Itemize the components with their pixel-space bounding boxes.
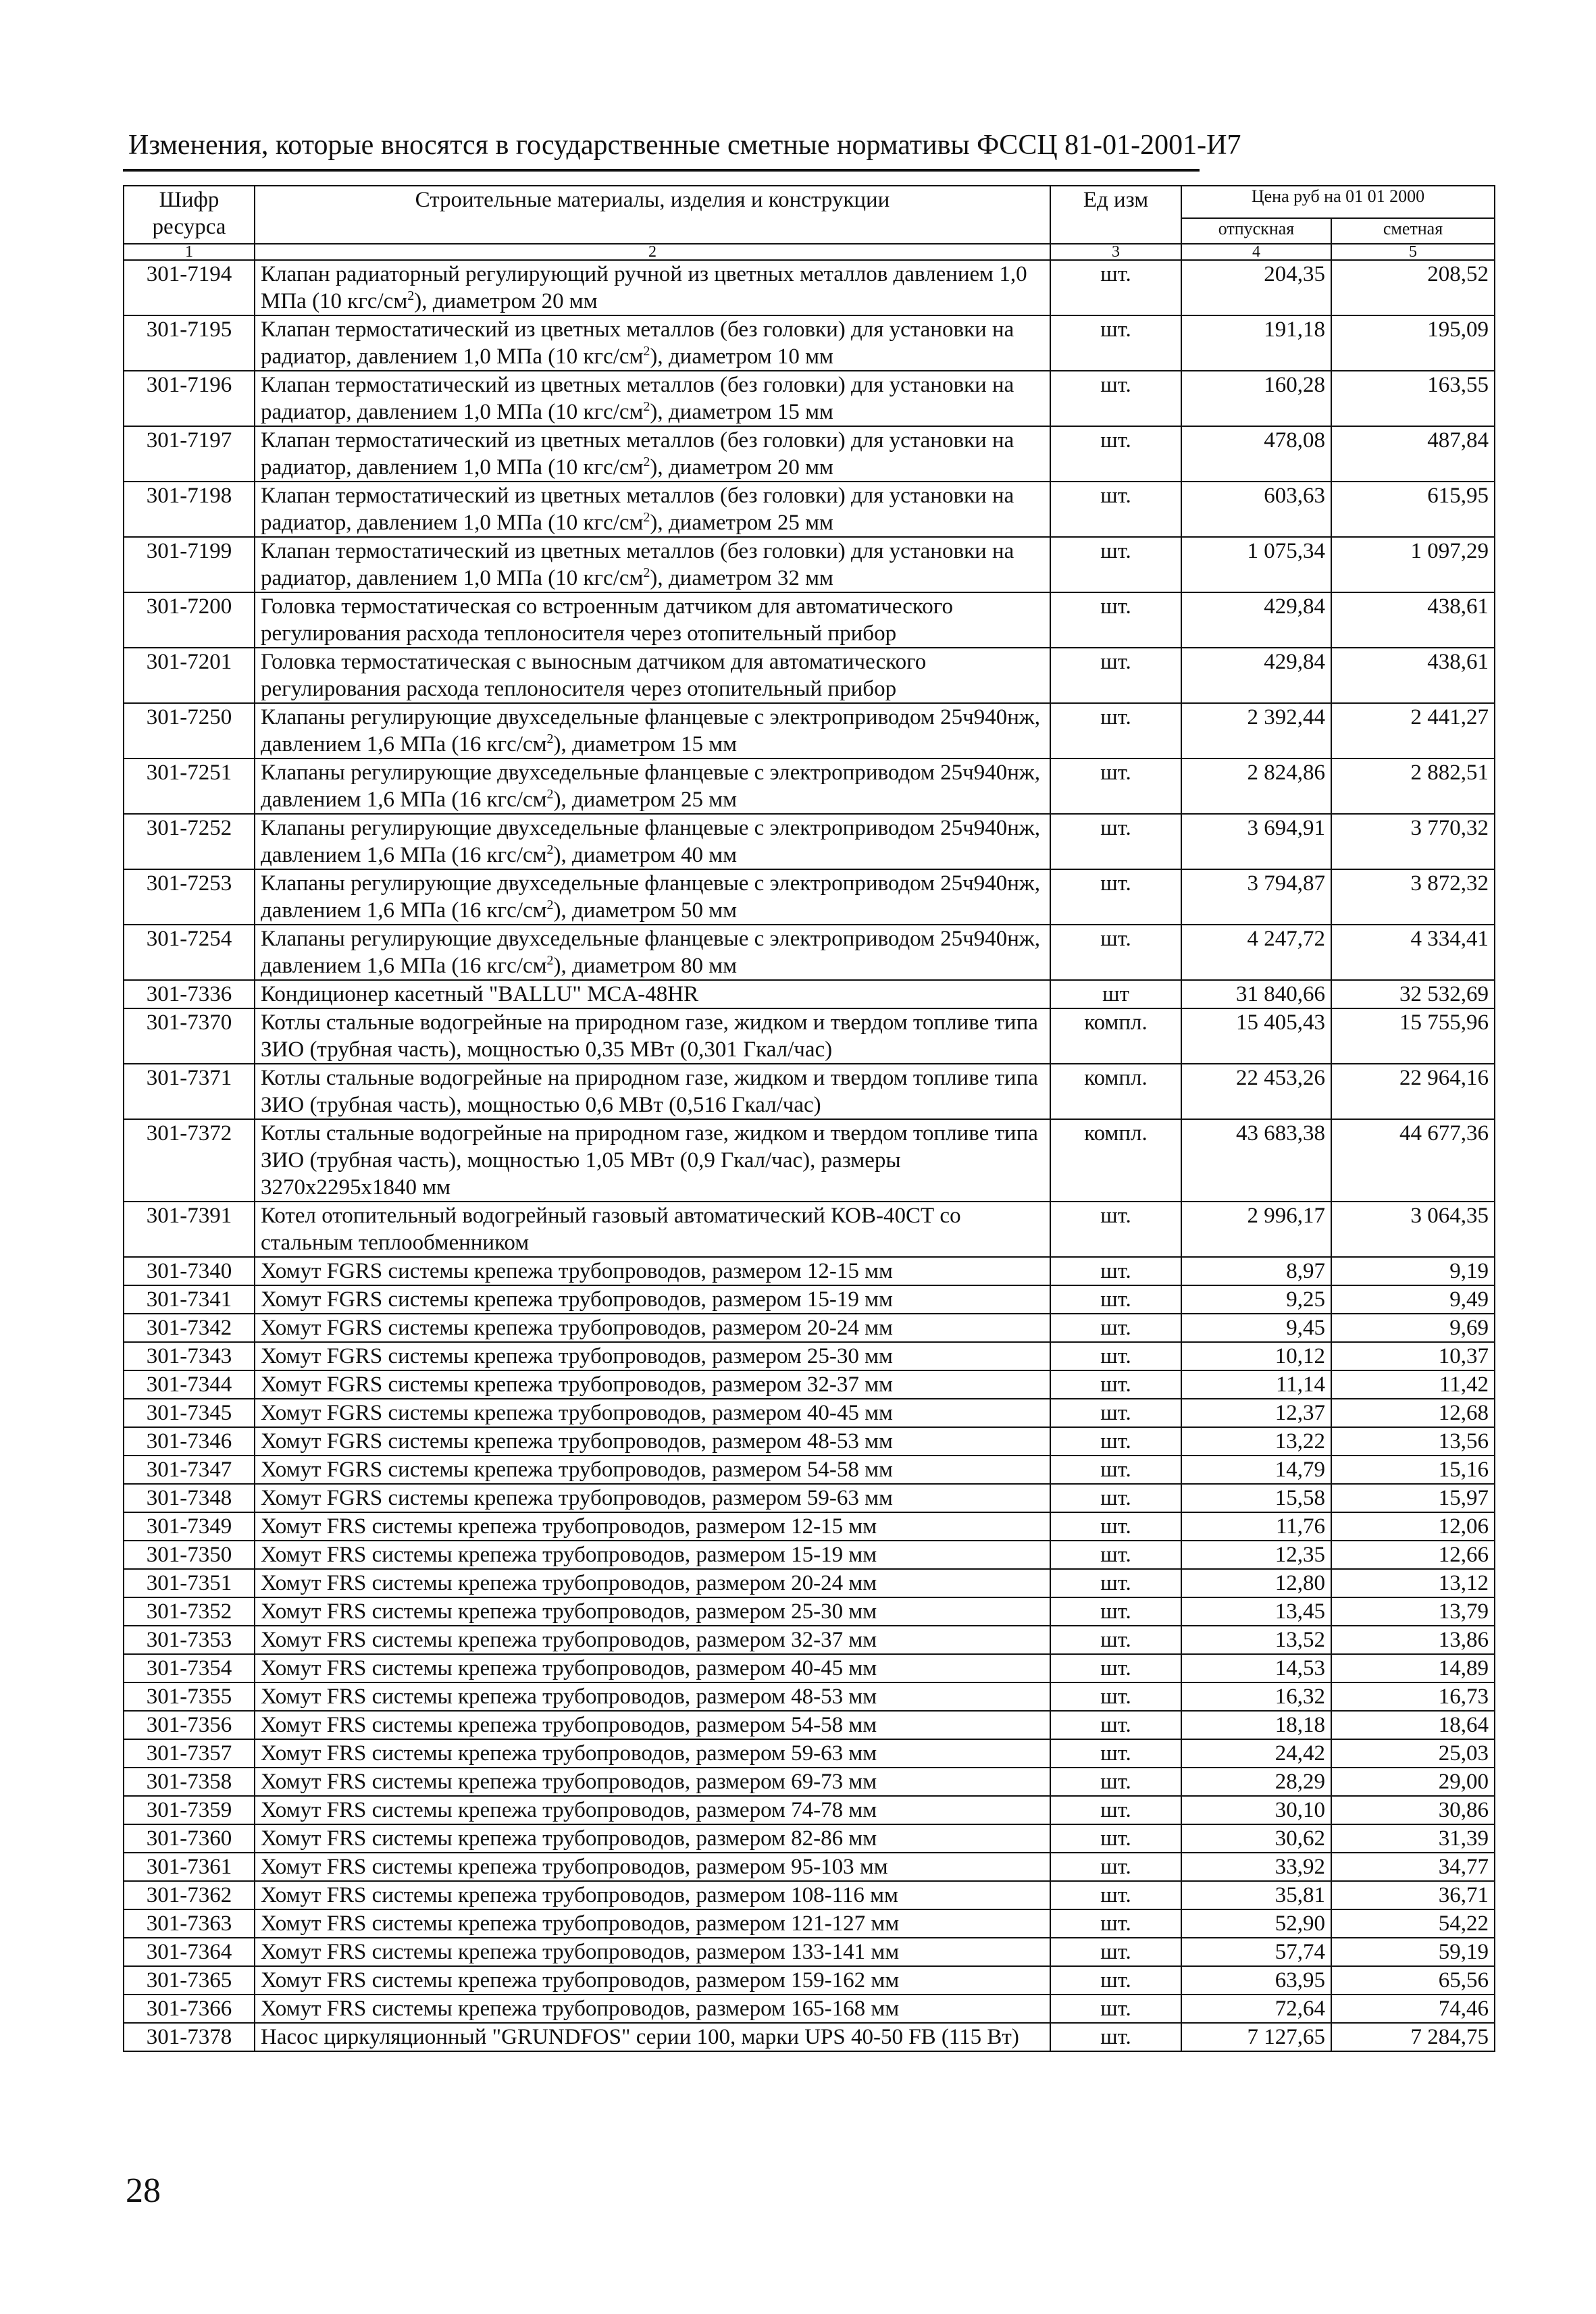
unit-of-measure: шт. xyxy=(1050,260,1181,315)
estimate-price: 9,49 xyxy=(1331,1285,1495,1314)
unit-of-measure: шт. xyxy=(1050,592,1181,648)
unit-of-measure: шт. xyxy=(1050,1285,1181,1314)
material-name: Головка термостатическая с выносным датчиком для автоматического регулирования расхода теплоносителя через отопительный прибор xyxy=(255,648,1050,703)
resource-code: 301-7345 xyxy=(124,1399,255,1427)
column-number: 5 xyxy=(1331,244,1495,260)
release-price: 24,42 xyxy=(1181,1739,1331,1768)
release-price: 603,63 xyxy=(1181,482,1331,537)
release-price: 4 247,72 xyxy=(1181,925,1331,980)
release-price: 7 127,65 xyxy=(1181,2023,1331,2051)
resource-code: 301-7251 xyxy=(124,759,255,814)
resource-code: 301-7366 xyxy=(124,1995,255,2023)
material-name: Хомут FRS системы крепежа трубопроводов, размером 20-24 мм xyxy=(255,1569,1050,1597)
resource-code: 301-7196 xyxy=(124,371,255,426)
release-price: 2 996,17 xyxy=(1181,1202,1331,1257)
table-row xyxy=(124,1654,1495,1682)
material-name: Хомут FRS системы крепежа трубопроводов, размером 25-30 мм xyxy=(255,1597,1050,1626)
table-row xyxy=(124,1202,1495,1257)
resource-code: 301-7363 xyxy=(124,1909,255,1938)
resource-code: 301-7362 xyxy=(124,1881,255,1909)
table-row xyxy=(124,869,1495,925)
table-row xyxy=(124,592,1495,648)
resource-code: 301-7371 xyxy=(124,1064,255,1119)
table-row xyxy=(124,1370,1495,1399)
estimate-price: 615,95 xyxy=(1331,482,1495,537)
material-name: Хомут FRS системы крепежа трубопроводов, размером 121-127 мм xyxy=(255,1909,1050,1938)
resource-code: 301-7354 xyxy=(124,1654,255,1682)
table-row xyxy=(124,703,1495,759)
estimate-price: 13,12 xyxy=(1331,1569,1495,1597)
unit-of-measure: шт. xyxy=(1050,1654,1181,1682)
page-header-title: Изменения, которые вносятся в государственные сметные нормативы ФССЦ 81-01-2001-И7 xyxy=(128,130,1241,161)
unit-of-measure: шт. xyxy=(1050,1966,1181,1995)
estimate-price: 30,86 xyxy=(1331,1796,1495,1824)
release-price: 43 683,38 xyxy=(1181,1119,1331,1202)
table-row xyxy=(124,1768,1495,1796)
material-name: Насос циркуляционный "GRUNDFOS" серии 100, марки UPS 40-50 FB (115 Вт) xyxy=(255,2023,1050,2051)
estimate-price: 15 755,96 xyxy=(1331,1008,1495,1064)
material-name: Хомут FGRS системы крепежа трубопроводов, размером 40-45 мм xyxy=(255,1399,1050,1427)
resource-code: 301-7194 xyxy=(124,260,255,315)
table-row xyxy=(124,1342,1495,1370)
estimate-price: 31,39 xyxy=(1331,1824,1495,1853)
estimate-price: 2 882,51 xyxy=(1331,759,1495,814)
material-name: Хомут FGRS системы крепежа трубопроводов, размером 59-63 мм xyxy=(255,1484,1050,1512)
release-price: 13,22 xyxy=(1181,1427,1331,1456)
material-name: Хомут FRS системы крепежа трубопроводов, размером 12-15 мм xyxy=(255,1512,1050,1541)
resource-code: 301-7195 xyxy=(124,315,255,371)
estimate-price: 438,61 xyxy=(1331,648,1495,703)
resource-code: 301-7343 xyxy=(124,1342,255,1370)
estimate-price: 29,00 xyxy=(1331,1768,1495,1796)
header-unit: Ед изм xyxy=(1050,186,1181,244)
release-price: 15,58 xyxy=(1181,1484,1331,1512)
resource-code: 301-7349 xyxy=(124,1512,255,1541)
material-name: Хомут FRS системы крепежа трубопроводов, размером 59-63 мм xyxy=(255,1739,1050,1768)
unit-of-measure: шт. xyxy=(1050,1796,1181,1824)
material-name: Хомут FRS системы крепежа трубопроводов, размером 40-45 мм xyxy=(255,1654,1050,1682)
table-row xyxy=(124,1257,1495,1285)
resource-code: 301-7197 xyxy=(124,426,255,482)
header-rule xyxy=(123,169,1200,172)
release-price: 72,64 xyxy=(1181,1995,1331,2023)
resource-code: 301-7342 xyxy=(124,1314,255,1342)
column-number: 3 xyxy=(1050,244,1181,260)
release-price: 30,62 xyxy=(1181,1824,1331,1853)
unit-of-measure: шт. xyxy=(1050,537,1181,592)
unit-of-measure: компл. xyxy=(1050,1064,1181,1119)
table-row xyxy=(124,1008,1495,1064)
estimate-price: 15,97 xyxy=(1331,1484,1495,1512)
table-row xyxy=(124,1796,1495,1824)
unit-of-measure: шт. xyxy=(1050,1456,1181,1484)
resource-code: 301-7365 xyxy=(124,1966,255,1995)
estimate-price: 65,56 xyxy=(1331,1966,1495,1995)
material-name: Головка термостатическая со встроенным датчиком для автоматического регулирования расхода теплоносителя через отопительный прибор xyxy=(255,592,1050,648)
unit-of-measure: шт. xyxy=(1050,371,1181,426)
column-number: 2 xyxy=(255,244,1050,260)
estimate-price: 11,42 xyxy=(1331,1370,1495,1399)
estimate-price: 13,86 xyxy=(1331,1626,1495,1654)
header-release-price: отпускная xyxy=(1181,218,1331,244)
material-name: Хомут FRS системы крепежа трубопроводов, размером 159-162 мм xyxy=(255,1966,1050,1995)
material-name: Котлы стальные водогрейные на природном газе, жидком и твердом топливе типа ЗИО (трубная часть), мощностью 0,35 МВт (0,301 Гкал/час) xyxy=(255,1008,1050,1064)
table-row xyxy=(124,814,1495,869)
material-name: Хомут FGRS системы крепежа трубопроводов, размером 20-24 мм xyxy=(255,1314,1050,1342)
resource-code: 301-7199 xyxy=(124,537,255,592)
table-row xyxy=(124,1739,1495,1768)
table-row xyxy=(124,1966,1495,1995)
release-price: 52,90 xyxy=(1181,1909,1331,1938)
table-row xyxy=(124,315,1495,371)
material-name: Хомут FRS системы крепежа трубопроводов, размером 133-141 мм xyxy=(255,1938,1050,1966)
resource-code: 301-7254 xyxy=(124,925,255,980)
column-number: 4 xyxy=(1181,244,1331,260)
estimate-price: 208,52 xyxy=(1331,260,1495,315)
estimate-price: 1 097,29 xyxy=(1331,537,1495,592)
table-row xyxy=(124,925,1495,980)
release-price: 63,95 xyxy=(1181,1966,1331,1995)
table-row xyxy=(124,1853,1495,1881)
resource-code: 301-7201 xyxy=(124,648,255,703)
release-price: 8,97 xyxy=(1181,1257,1331,1285)
header-price: Цена руб на 01 01 2000 xyxy=(1181,186,1495,218)
estimate-price: 3 872,32 xyxy=(1331,869,1495,925)
estimate-price: 195,09 xyxy=(1331,315,1495,371)
unit-of-measure: шт. xyxy=(1050,1938,1181,1966)
unit-of-measure: шт. xyxy=(1050,1739,1181,1768)
release-price: 14,53 xyxy=(1181,1654,1331,1682)
release-price: 160,28 xyxy=(1181,371,1331,426)
table-row xyxy=(124,1682,1495,1711)
release-price: 30,10 xyxy=(1181,1796,1331,1824)
table-row xyxy=(124,1597,1495,1626)
resource-code: 301-7200 xyxy=(124,592,255,648)
estimate-price: 25,03 xyxy=(1331,1739,1495,1768)
resource-code: 301-7346 xyxy=(124,1427,255,1456)
release-price: 2 824,86 xyxy=(1181,759,1331,814)
table-row xyxy=(124,1909,1495,1938)
unit-of-measure: шт. xyxy=(1050,2023,1181,2051)
resource-code: 301-7378 xyxy=(124,2023,255,2051)
release-price: 12,37 xyxy=(1181,1399,1331,1427)
table-row xyxy=(124,260,1495,315)
table-row xyxy=(124,1938,1495,1966)
estimate-price: 3 770,32 xyxy=(1331,814,1495,869)
release-price: 10,12 xyxy=(1181,1342,1331,1370)
unit-of-measure: шт. xyxy=(1050,1484,1181,1512)
table-row xyxy=(124,1569,1495,1597)
material-name: Клапан термостатический из цветных металлов (без головки) для установки на радиатор, давлением 1,0 МПа (10 кгс/$см^2$), диаметром 15 мм xyxy=(255,371,1050,426)
resource-code: 301-7352 xyxy=(124,1597,255,1626)
estimate-price: 12,66 xyxy=(1331,1541,1495,1569)
resource-code: 301-7340 xyxy=(124,1257,255,1285)
release-price: 9,25 xyxy=(1181,1285,1331,1314)
unit-of-measure: шт. xyxy=(1050,1682,1181,1711)
release-price: 13,45 xyxy=(1181,1597,1331,1626)
resource-code: 301-7250 xyxy=(124,703,255,759)
unit-of-measure: шт. xyxy=(1050,814,1181,869)
table-row xyxy=(124,1626,1495,1654)
release-price: 429,84 xyxy=(1181,648,1331,703)
unit-of-measure: шт. xyxy=(1050,869,1181,925)
page-number: 28 xyxy=(126,2171,161,2210)
release-price: 9,45 xyxy=(1181,1314,1331,1342)
table-row xyxy=(124,1399,1495,1427)
table-row xyxy=(124,1119,1495,1202)
material-name: Хомут FGRS системы крепежа трубопроводов, размером 32-37 мм xyxy=(255,1370,1050,1399)
release-price: 33,92 xyxy=(1181,1853,1331,1881)
table-row xyxy=(124,482,1495,537)
estimate-price: 9,69 xyxy=(1331,1314,1495,1342)
table-row xyxy=(124,1711,1495,1739)
unit-of-measure: шт. xyxy=(1050,703,1181,759)
release-price: 28,29 xyxy=(1181,1768,1331,1796)
resource-code: 301-7347 xyxy=(124,1456,255,1484)
resource-code: 301-7391 xyxy=(124,1202,255,1257)
material-name: Клапаны регулирующие двухседельные фланцевые с электроприводом 25ч940нж, давлением 1,6 МПа (16 кгс/$см^2$), диаметром 50 мм xyxy=(255,869,1050,925)
table-row xyxy=(124,1541,1495,1569)
material-name: Хомут FRS системы крепежа трубопроводов, размером 95-103 мм xyxy=(255,1853,1050,1881)
unit-of-measure: шт. xyxy=(1050,1768,1181,1796)
estimate-price: 9,19 xyxy=(1331,1257,1495,1285)
release-price: 204,35 xyxy=(1181,260,1331,315)
estimate-price: 15,16 xyxy=(1331,1456,1495,1484)
resource-code: 301-7356 xyxy=(124,1711,255,1739)
estimate-price: 18,64 xyxy=(1331,1711,1495,1739)
release-price: 35,81 xyxy=(1181,1881,1331,1909)
column-number-row xyxy=(124,244,1495,260)
unit-of-measure: шт. xyxy=(1050,1824,1181,1853)
estimate-price: 438,61 xyxy=(1331,592,1495,648)
resource-code: 301-7372 xyxy=(124,1119,255,1202)
release-price: 2 392,44 xyxy=(1181,703,1331,759)
unit-of-measure: шт. xyxy=(1050,1427,1181,1456)
estimate-price: 74,46 xyxy=(1331,1995,1495,2023)
estimate-price: 34,77 xyxy=(1331,1853,1495,1881)
material-name: Клапаны регулирующие двухседельные фланцевые с электроприводом 25ч940нж, давлением 1,6 МПа (16 кгс/$см^2$), диаметром 80 мм xyxy=(255,925,1050,980)
material-name: Хомут FGRS системы крепежа трубопроводов, размером 12-15 мм xyxy=(255,1257,1050,1285)
unit-of-measure: шт. xyxy=(1050,1569,1181,1597)
material-name: Клапан термостатический из цветных металлов (без головки) для установки на радиатор, давлением 1,0 МПа (10 кгс/$см^2$), диаметром 32 мм xyxy=(255,537,1050,592)
unit-of-measure: шт. xyxy=(1050,925,1181,980)
unit-of-measure: шт. xyxy=(1050,1626,1181,1654)
table-row xyxy=(124,1995,1495,2023)
table-row xyxy=(124,1314,1495,1342)
release-price: 12,35 xyxy=(1181,1541,1331,1569)
release-price: 16,32 xyxy=(1181,1682,1331,1711)
resource-code: 301-7341 xyxy=(124,1285,255,1314)
estimate-price: 12,68 xyxy=(1331,1399,1495,1427)
material-name: Клапан радиаторный регулирующий ручной из цветных металлов давлением 1,0 МПа (10 кгс/$см^2$), диаметром 20 мм xyxy=(255,260,1050,315)
release-price: 1 075,34 xyxy=(1181,537,1331,592)
material-name: Хомут FRS системы крепежа трубопроводов, размером 108-116 мм xyxy=(255,1881,1050,1909)
release-price: 11,14 xyxy=(1181,1370,1331,1399)
release-price: 31 840,66 xyxy=(1181,980,1331,1008)
table-row xyxy=(124,1484,1495,1512)
release-price: 15 405,43 xyxy=(1181,1008,1331,1064)
estimate-price: 36,71 xyxy=(1331,1881,1495,1909)
estimate-price: 14,89 xyxy=(1331,1654,1495,1682)
estimate-price: 163,55 xyxy=(1331,371,1495,426)
release-price: 478,08 xyxy=(1181,426,1331,482)
estimate-price: 32 532,69 xyxy=(1331,980,1495,1008)
table-row xyxy=(124,1064,1495,1119)
unit-of-measure: компл. xyxy=(1050,1119,1181,1202)
material-name: Котел отопительный водогрейный газовый автоматический КОВ-40СТ со стальным теплообменником xyxy=(255,1202,1050,1257)
unit-of-measure: шт. xyxy=(1050,1711,1181,1739)
table-row xyxy=(124,1285,1495,1314)
estimate-price: 2 441,27 xyxy=(1331,703,1495,759)
release-price: 11,76 xyxy=(1181,1512,1331,1541)
resource-code: 301-7357 xyxy=(124,1739,255,1768)
estimate-price: 13,56 xyxy=(1331,1427,1495,1456)
table-row xyxy=(124,2023,1495,2051)
estimate-price: 7 284,75 xyxy=(1331,2023,1495,2051)
release-price: 14,79 xyxy=(1181,1456,1331,1484)
unit-of-measure: шт. xyxy=(1050,648,1181,703)
table-row xyxy=(124,1427,1495,1456)
unit-of-measure: шт. xyxy=(1050,1853,1181,1881)
estimate-price: 44 677,36 xyxy=(1331,1119,1495,1202)
table-row xyxy=(124,426,1495,482)
material-name: Хомут FRS системы крепежа трубопроводов, размером 32-37 мм xyxy=(255,1626,1050,1654)
material-name: Хомут FRS системы крепежа трубопроводов, размером 82-86 мм xyxy=(255,1824,1050,1853)
estimate-price: 54,22 xyxy=(1331,1909,1495,1938)
unit-of-measure: шт. xyxy=(1050,426,1181,482)
material-name: Клапаны регулирующие двухседельные фланцевые с электроприводом 25ч940нж, давлением 1,6 МПа (16 кгс/$см^2$), диаметром 25 мм xyxy=(255,759,1050,814)
resource-code: 301-7370 xyxy=(124,1008,255,1064)
material-name: Хомут FGRS системы крепежа трубопроводов, размером 25-30 мм xyxy=(255,1342,1050,1370)
material-name: Хомут FRS системы крепежа трубопроводов, размером 15-19 мм xyxy=(255,1541,1050,1569)
material-name: Хомут FGRS системы крепежа трубопроводов, размером 48-53 мм xyxy=(255,1427,1050,1456)
unit-of-measure: шт. xyxy=(1050,1909,1181,1938)
release-price: 13,52 xyxy=(1181,1626,1331,1654)
unit-of-measure: шт. xyxy=(1050,1202,1181,1257)
table-header-row xyxy=(124,186,1495,218)
unit-of-measure: шт. xyxy=(1050,759,1181,814)
material-name: Хомут FGRS системы крепежа трубопроводов, размером 15-19 мм xyxy=(255,1285,1050,1314)
release-price: 191,18 xyxy=(1181,315,1331,371)
material-name: Хомут FRS системы крепежа трубопроводов, размером 48-53 мм xyxy=(255,1682,1050,1711)
unit-of-measure: шт. xyxy=(1050,1597,1181,1626)
table-row xyxy=(124,648,1495,703)
resource-code: 301-7252 xyxy=(124,814,255,869)
unit-of-measure: шт xyxy=(1050,980,1181,1008)
resource-code: 301-7344 xyxy=(124,1370,255,1399)
estimate-price: 59,19 xyxy=(1331,1938,1495,1966)
resource-code: 301-7358 xyxy=(124,1768,255,1796)
resource-code: 301-7364 xyxy=(124,1938,255,1966)
release-price: 57,74 xyxy=(1181,1938,1331,1966)
unit-of-measure: шт. xyxy=(1050,482,1181,537)
material-name: Хомут FRS системы крепежа трубопроводов, размером 54-58 мм xyxy=(255,1711,1050,1739)
material-name: Котлы стальные водогрейные на природном газе, жидком и твердом топливе типа ЗИО (трубная часть), мощностью 1,05 МВт (0,9 Гкал/час), размеры 3270x2295x1840 мм xyxy=(255,1119,1050,1202)
resource-code: 301-7355 xyxy=(124,1682,255,1711)
resource-code: 301-7351 xyxy=(124,1569,255,1597)
material-name: Кондиционер касетный "BALLU" MCA-48HR xyxy=(255,980,1050,1008)
material-name: Хомут FRS системы крепежа трубопроводов, размером 69-73 мм xyxy=(255,1768,1050,1796)
material-name: Клапан термостатический из цветных металлов (без головки) для установки на радиатор, давлением 1,0 МПа (10 кгс/$см^2$), диаметром 20 мм xyxy=(255,426,1050,482)
material-name: Хомут FRS системы крепежа трубопроводов, размером 74-78 мм xyxy=(255,1796,1050,1824)
header-name: Строительные материалы, изделия и конструкции xyxy=(255,186,1050,244)
release-price: 18,18 xyxy=(1181,1711,1331,1739)
resource-code: 301-7350 xyxy=(124,1541,255,1569)
table-row xyxy=(124,1824,1495,1853)
estimate-price: 3 064,35 xyxy=(1331,1202,1495,1257)
resource-code: 301-7353 xyxy=(124,1626,255,1654)
resource-code: 301-7253 xyxy=(124,869,255,925)
unit-of-measure: шт. xyxy=(1050,1512,1181,1541)
release-price: 3 694,91 xyxy=(1181,814,1331,869)
table-row xyxy=(124,980,1495,1008)
estimate-price: 22 964,16 xyxy=(1331,1064,1495,1119)
material-name: Клапан термостатический из цветных металлов (без головки) для установки на радиатор, давлением 1,0 МПа (10 кгс/$см^2$), диаметром 10 мм xyxy=(255,315,1050,371)
unit-of-measure: шт. xyxy=(1050,1995,1181,2023)
resource-code: 301-7198 xyxy=(124,482,255,537)
unit-of-measure: шт. xyxy=(1050,1881,1181,1909)
resource-code: 301-7361 xyxy=(124,1853,255,1881)
material-name: Хомут FGRS системы крепежа трубопроводов, размером 54-58 мм xyxy=(255,1456,1050,1484)
resource-code: 301-7348 xyxy=(124,1484,255,1512)
resource-table xyxy=(123,185,1495,2052)
unit-of-measure: шт. xyxy=(1050,1257,1181,1285)
material-name: Клапаны регулирующие двухседельные фланцевые с электроприводом 25ч940нж, давлением 1,6 МПа (16 кгс/$см^2$), диаметром 40 мм xyxy=(255,814,1050,869)
column-number: 1 xyxy=(124,244,255,260)
estimate-price: 10,37 xyxy=(1331,1342,1495,1370)
table-row xyxy=(124,371,1495,426)
unit-of-measure: шт. xyxy=(1050,1399,1181,1427)
release-price: 429,84 xyxy=(1181,592,1331,648)
material-name: Хомут FRS системы крепежа трубопроводов, размером 165-168 мм xyxy=(255,1995,1050,2023)
unit-of-measure: шт. xyxy=(1050,1370,1181,1399)
unit-of-measure: шт. xyxy=(1050,1314,1181,1342)
estimate-price: 16,73 xyxy=(1331,1682,1495,1711)
header-code: Шифр ресурса xyxy=(124,186,255,244)
estimate-price: 13,79 xyxy=(1331,1597,1495,1626)
material-name: Клапаны регулирующие двухседельные фланцевые с электроприводом 25ч940нж, давлением 1,6 МПа (16 кгс/$см^2$), диаметром 15 мм xyxy=(255,703,1050,759)
resource-code: 301-7359 xyxy=(124,1796,255,1824)
estimate-price: 4 334,41 xyxy=(1331,925,1495,980)
table-row xyxy=(124,537,1495,592)
table-row xyxy=(124,1456,1495,1484)
unit-of-measure: шт. xyxy=(1050,1342,1181,1370)
header-estimate-price: сметная xyxy=(1331,218,1495,244)
table-row xyxy=(124,1881,1495,1909)
material-name: Котлы стальные водогрейные на природном газе, жидком и твердом топливе типа ЗИО (трубная часть), мощностью 0,6 МВт (0,516 Гкал/час) xyxy=(255,1064,1050,1119)
unit-of-measure: шт. xyxy=(1050,1541,1181,1569)
estimate-price: 12,06 xyxy=(1331,1512,1495,1541)
release-price: 22 453,26 xyxy=(1181,1064,1331,1119)
unit-of-measure: шт. xyxy=(1050,315,1181,371)
release-price: 3 794,87 xyxy=(1181,869,1331,925)
material-name: Клапан термостатический из цветных металлов (без головки) для установки на радиатор, давлением 1,0 МПа (10 кгс/$см^2$), диаметром 25 мм xyxy=(255,482,1050,537)
table-row xyxy=(124,759,1495,814)
estimate-price: 487,84 xyxy=(1331,426,1495,482)
table-row xyxy=(124,1512,1495,1541)
resource-code: 301-7360 xyxy=(124,1824,255,1853)
resource-code: 301-7336 xyxy=(124,980,255,1008)
release-price: 12,80 xyxy=(1181,1569,1331,1597)
unit-of-measure: компл. xyxy=(1050,1008,1181,1064)
